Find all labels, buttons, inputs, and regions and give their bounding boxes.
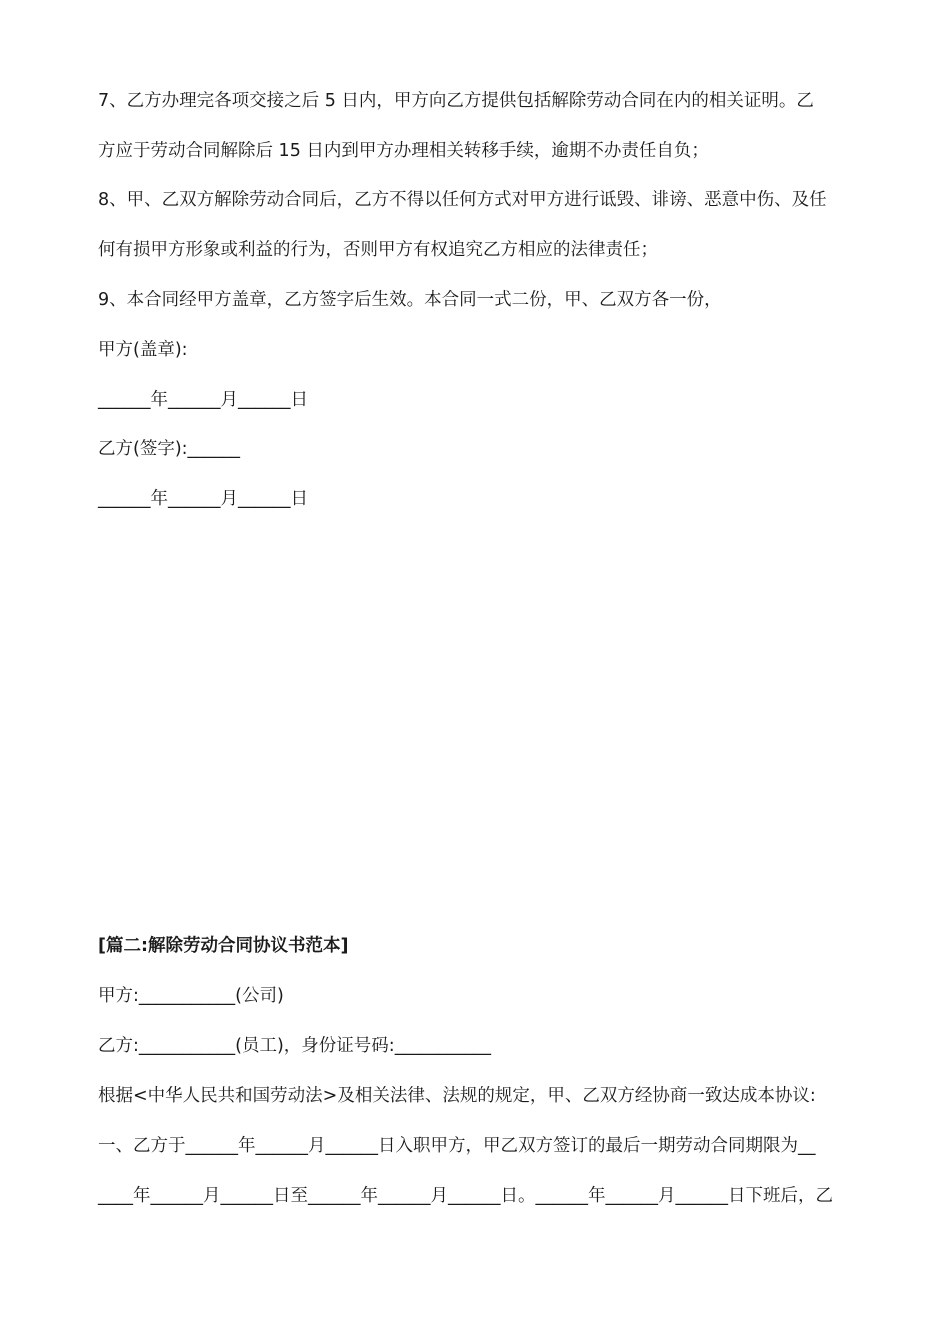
clause-9-line: 9、本合同经甲方盖章，乙方签字后生效。本合同一式二份，甲、乙双方各一份，: [98, 290, 722, 310]
party-a-field: 甲方:___________(公司): [98, 986, 284, 1006]
preamble-line: 根据<中华人民共和国劳动法>及相关法律、法规的规定，甲、乙双方经协商一致达成本协议:: [98, 1086, 816, 1106]
clause-8-line-1: 8、甲、乙双方解除劳动合同后，乙方不得以任何方式对甲方进行诋毁、诽谤、恶意中伤、及任: [98, 190, 827, 210]
clause-1-line-1: 一、乙方于______年______月______日入职甲方，甲乙双方签订的最后一期劳动合同期限为__: [98, 1136, 816, 1156]
section-heading: [篇二:解除劳动合同协议书范本]: [98, 936, 349, 956]
clause-7-line-1: 7、乙方办理完各项交接之后 5 日内，甲方向乙方提供包括解除劳动合同在内的相关证明。乙: [98, 91, 814, 111]
clause-7-line-2: 方应于劳动合同解除后 15 日内到甲方办理相关转移手续，逾期不办责任自负；: [98, 141, 709, 161]
party-a-date-line: ______年______月______日: [98, 390, 308, 410]
party-b-field: 乙方:___________(员工)，身份证号码:___________: [98, 1036, 491, 1056]
party-b-date-line: ______年______月______日: [98, 489, 308, 509]
party-a-seal-label: 甲方(盖章):: [98, 340, 188, 360]
clause-1-line-2: ____年______月______日至______年______月______日。______年______月______日下班后，乙: [98, 1186, 833, 1206]
clause-8-line-2: 何有损甲方形象或利益的行为，否则甲方有权追究乙方相应的法律责任；: [98, 240, 658, 260]
party-b-signature-label: 乙方(签字):______: [98, 439, 241, 459]
